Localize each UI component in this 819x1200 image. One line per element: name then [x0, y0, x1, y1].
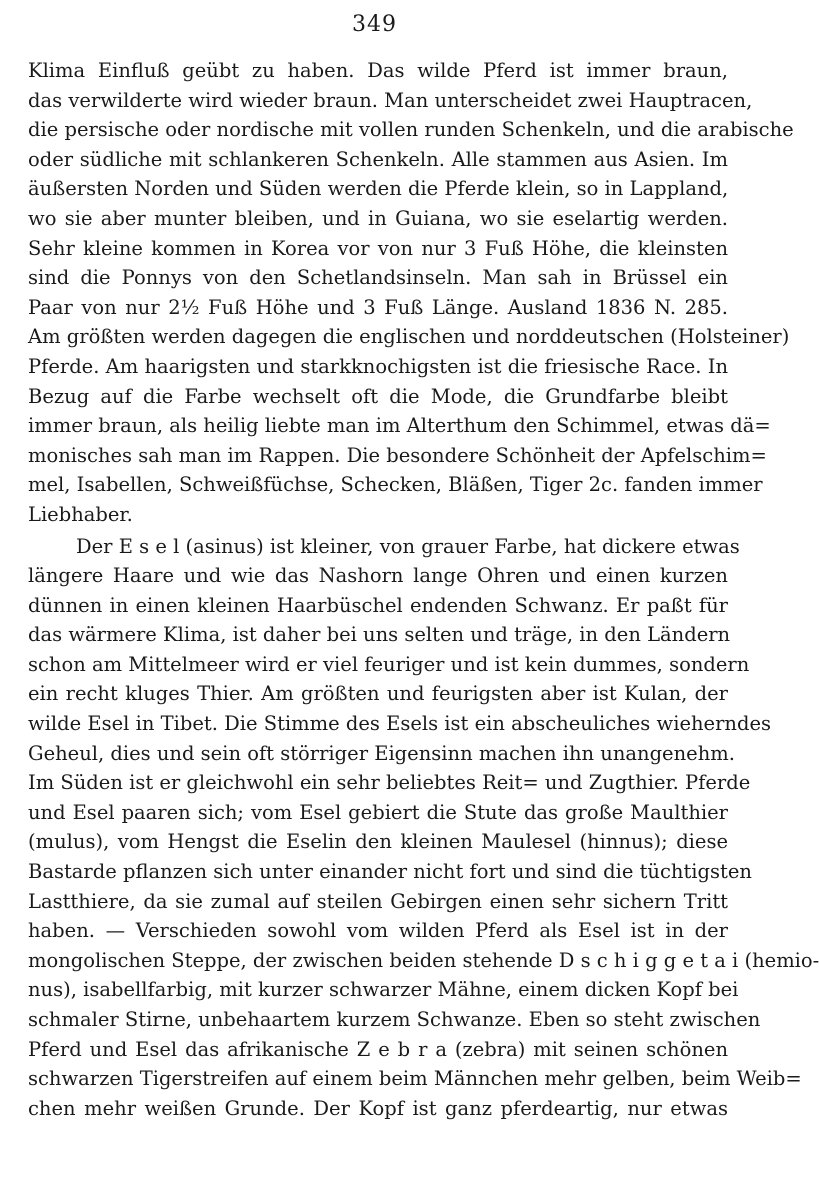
text-line: wo sie aber munter bleiben, und in Guiana, wo sie eselartig werden.: [28, 206, 728, 230]
text-line: Geheul, dies und sein oft störriger Eigensinn machen ihn unangenehm.: [28, 741, 735, 765]
text-line: mel, Isabellen, Schweißfüchse, Schecken, Bläßen, Tiger 2c. fanden immer: [28, 473, 763, 497]
text-line: Bastarde pflanzen sich unter einander nicht fort und sind die tüchtigsten: [28, 860, 752, 884]
text-line: schon am Mittelmeer wird er viel feuriger und ist kein dummes, sondern: [28, 652, 750, 676]
text-line: Lastthiere, da sie zumal auf steilen Gebirgen einen sehr sichern Tritt: [28, 889, 728, 913]
text-line: immer braun, als heilig liebte man im Alterthum den Schimmel, etwas dä=: [28, 414, 771, 438]
text-line: Der E s e l (asinus) ist kleiner, von grauer Farbe, hat dickere etwas: [76, 534, 740, 558]
text-line: Bezug auf die Farbe wechselt oft die Mode, die Grundfarbe bleibt: [28, 384, 728, 408]
text-line: Pferde. Am haarigsten und starkknochigsten ist die friesische Race. In: [28, 354, 728, 378]
text-line: das wärmere Klima, ist daher bei uns selten und träge, in den Ländern: [28, 623, 731, 647]
text-line: dünnen in einen kleinen Haarbüschel endenden Schwanz. Er paßt für: [28, 593, 728, 617]
text-line: sind die Ponnys von den Schetlandsinseln. Man sah in Brüssel ein: [28, 266, 728, 290]
body-text: [28, 56, 819, 1123]
text-line: schwarzen Tigerstreifen auf einem beim Männchen mehr gelben, beim Weib=: [28, 1067, 802, 1091]
text-line: haben. — Verschieden sowohl vom wilden Pferd als Esel ist in der: [28, 919, 728, 943]
text-line: Liebhaber.: [28, 502, 133, 526]
text-line: schmaler Stirne, unbehaartem kurzem Schwanze. Eben so steht zwischen: [28, 1008, 761, 1031]
text-line: oder südliche mit schlankeren Schenkeln. Alle stammen aus Asien. Im: [28, 147, 728, 171]
text-line: chen mehr weißen Grunde. Der Kopf ist ganz pferdeartig, nur etwas: [28, 1096, 728, 1120]
text-line: das verwilderte wird wieder braun. Man unterscheidet zwei Hauptracen,: [28, 88, 753, 112]
text-line: ein recht kluges Thier. Am größten und feurigsten aber ist Kulan, der: [28, 682, 728, 706]
text-line: Paar von nur 2½ Fuß Höhe und 3 Fuß Länge. Ausland 1836 N. 285.: [28, 295, 728, 319]
text-line: Sehr kleine kommen in Korea vor von nur 3 Fuß Höhe, die kleinsten: [28, 236, 728, 260]
paragraph-donkey: [28, 532, 819, 1124]
text-line: monisches sah man im Rappen. Die besondere Schönheit der Apfelschim=: [28, 443, 767, 467]
text-line: nus), isabellfarbig, mit kurzer schwarzer Mähne, einem dicken Kopf bei: [28, 978, 739, 1002]
text-line: Am größten werden dagegen die englischen und norddeutschen (Holsteiner): [28, 325, 790, 349]
text-line: Klima Einfluß geübt zu haben. Das wilde Pferd ist immer braun,: [28, 59, 728, 82]
text-line: äußersten Norden und Süden werden die Pferde klein, so in Lappland,: [28, 177, 729, 201]
text-line: und Esel paaren sich; vom Esel gebiert die Stute das große Maulthier: [28, 800, 728, 824]
text-line: Pferd und Esel das afrikanische Z e b r a (zebra) mit seinen schönen: [28, 1037, 728, 1061]
text-line: Im Süden ist er gleichwohl ein sehr beliebtes Reit= und Zugthier. Pferde: [28, 771, 751, 795]
paragraph-horse-continued: [28, 56, 794, 530]
text-line: wilde Esel in Tibet. Die Stimme des Esels ist ein abscheuliches wieherndes: [28, 712, 771, 736]
page-number: 349: [352, 12, 397, 37]
text-line: längere Haare und wie das Nashorn lange Ohren und einen kurzen: [28, 564, 728, 588]
text-line: mongolischen Steppe, der zwischen beiden stehende D s c h i g g e t a i (hemio-: [28, 948, 819, 972]
text-line: die persische oder nordische mit vollen runden Schenkeln, und die arabische: [28, 118, 794, 142]
text-line: (mulus), vom Hengst die Eselin den kleinen Maulesel (hinnus); diese: [28, 830, 728, 854]
